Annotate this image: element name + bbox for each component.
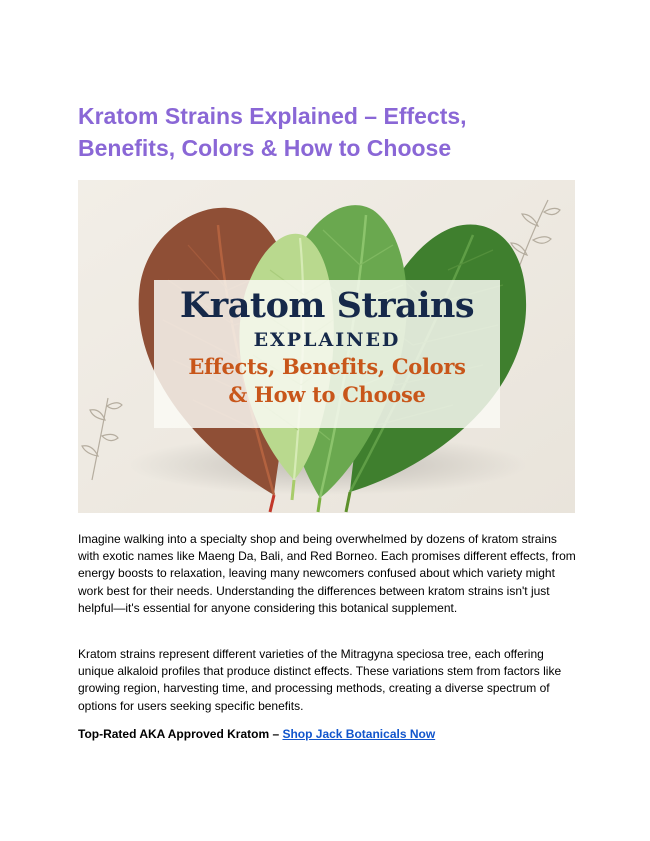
- intro-paragraph: Imagine walking into a specialty shop and being overwhelmed by dozens of kratom strains with exotic names like Maeng Da, Bali, and Red Borneo. Each promises different effects, from energy boosts to relaxation, leaving many newcomers confused about which variety might work best for their needs. Understanding the differences between kratom strains isn't just helpful—it's essential for anyone considering this botanical supplement.: [78, 532, 576, 615]
- page-title-line-1: Kratom Strains Explained – Effects,: [78, 103, 467, 129]
- page-title-line-2: Benefits, Colors & How to Choose: [78, 135, 452, 161]
- page-title: [78, 100, 578, 164]
- hero-overlay-tagline-2: & How to Choose: [228, 382, 426, 407]
- strains-paragraph: Kratom strains represent different varieties of the Mitragyna speciosa tree, each offering unique alkaloid profiles that produce distinct effects. These variations stem from factors like growing region, harvesting time, and processing methods, creating a diverse spectrum of options for users seeking specific benefits.: [78, 647, 562, 713]
- hero-image: [78, 180, 575, 513]
- hero-overlay-title: Kratom Strains: [179, 285, 475, 326]
- cta-line: [78, 726, 435, 743]
- hero-overlay-subtitle: EXPLAINED: [253, 329, 401, 351]
- hero-overlay-tagline-1: Effects, Benefits, Colors: [188, 354, 466, 379]
- hero-title-overlay: [154, 280, 500, 428]
- shop-jack-botanicals-link[interactable]: Shop Jack Botanicals Now: [282, 727, 436, 741]
- cta-prefix: Top-Rated AKA Approved Kratom –: [78, 727, 283, 741]
